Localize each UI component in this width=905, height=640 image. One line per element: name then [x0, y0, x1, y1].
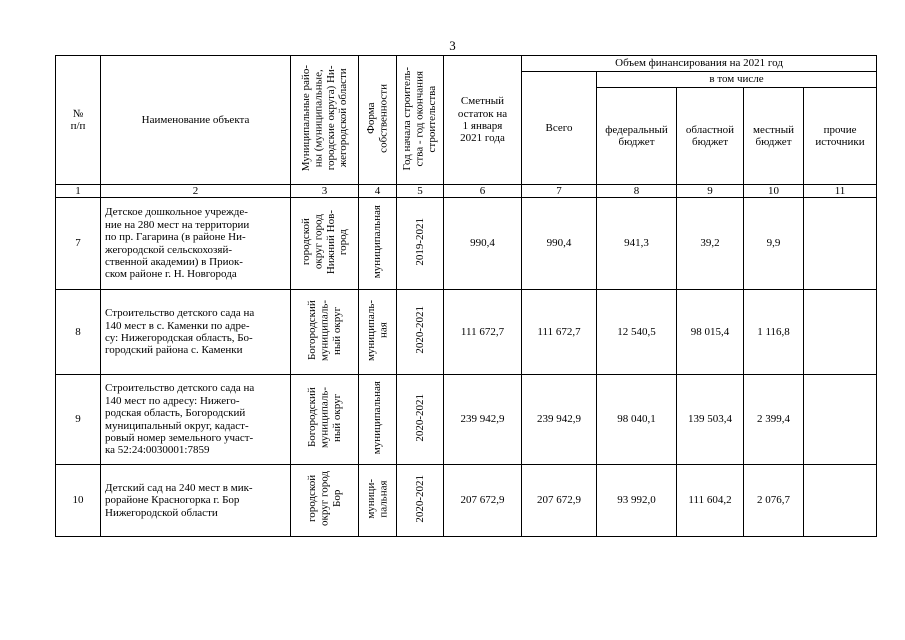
column-number: 2 [101, 185, 291, 198]
regional-cell: 39,2 [677, 198, 744, 290]
years-cell: 2020-2021 [397, 465, 444, 537]
object-name: Строительство детского сада на 140 мест по адресу: Нижего- родская область, Богородский муниципальный округ, кадаст- ровый номер земельного участ- ка 52:24:0030001:7859 [101, 375, 291, 465]
column-number: 11 [804, 185, 877, 198]
header-funding-group: Объем финансирования на 2021 год [522, 56, 877, 72]
row-num: 7 [56, 198, 101, 290]
total-cell: 239 942,9 [522, 375, 597, 465]
header-years: Год начала строитель- ства - год окончания строительства [397, 56, 444, 185]
header-name: Наименование объекта [101, 56, 291, 185]
column-number: 4 [359, 185, 397, 198]
header-ownership: Форма собственности [359, 56, 397, 185]
header-num: № п/п [56, 56, 101, 185]
column-number: 9 [677, 185, 744, 198]
header-regional: областной бюджет [677, 88, 744, 185]
row-num: 10 [56, 465, 101, 537]
other-cell [804, 290, 877, 375]
years-cell: 2020-2021 [397, 375, 444, 465]
funding-table [55, 55, 877, 537]
federal-cell: 98 040,1 [597, 375, 677, 465]
regional-cell: 98 015,4 [677, 290, 744, 375]
total-cell: 207 672,9 [522, 465, 597, 537]
years-cell: 2020-2021 [397, 290, 444, 375]
estimate-cell: 111 672,7 [444, 290, 522, 375]
other-cell [804, 465, 877, 537]
regional-cell: 111 604,2 [677, 465, 744, 537]
federal-cell: 12 540,5 [597, 290, 677, 375]
federal-cell: 941,3 [597, 198, 677, 290]
column-number: 8 [597, 185, 677, 198]
object-name: Детский сад на 240 мест в мик- рорайоне Красногорка г. Бор Нижегородской области [101, 465, 291, 537]
header-other: прочие источники [804, 88, 877, 185]
ownership-cell: муниципальная [359, 375, 397, 465]
column-number: 10 [744, 185, 804, 198]
column-number: 7 [522, 185, 597, 198]
header-federal: федеральный бюджет [597, 88, 677, 185]
local-cell: 9,9 [744, 198, 804, 290]
ownership-cell: муниципальная [359, 198, 397, 290]
object-name: Детское дошкольное учрежде- ние на 280 мест на территории по пр. Гагарина (в районе Ни- жегородской сельскохозяй- ственной академии) в Приок- ском районе г. Н. Новгорода [101, 198, 291, 290]
header-total: Всего [522, 72, 597, 185]
column-number: 1 [56, 185, 101, 198]
column-number-row [56, 185, 877, 198]
municipal-cell: городской округ город Нижний Нов- город [291, 198, 359, 290]
estimate-cell: 239 942,9 [444, 375, 522, 465]
table-row [56, 198, 877, 290]
header-municipal: Муниципальные райо- ны (муниципальные, городские округа) Ни- жегородской области [291, 56, 359, 185]
header-including: в том числе [597, 72, 877, 88]
header-estimate: Сметный остаток на 1 января 2021 года [444, 56, 522, 185]
table-row [56, 375, 877, 465]
estimate-cell: 990,4 [444, 198, 522, 290]
column-number: 5 [397, 185, 444, 198]
municipal-cell: городской округ город Бор [291, 465, 359, 537]
page-number: 3 [449, 38, 456, 53]
municipal-cell: Богородский муниципаль- ный округ [291, 375, 359, 465]
local-cell: 2 399,4 [744, 375, 804, 465]
row-num: 8 [56, 290, 101, 375]
other-cell [804, 375, 877, 465]
years-cell: 2019-2021 [397, 198, 444, 290]
table-row [56, 465, 877, 537]
total-cell: 111 672,7 [522, 290, 597, 375]
table-row [56, 290, 877, 375]
other-cell [804, 198, 877, 290]
federal-cell: 93 992,0 [597, 465, 677, 537]
total-cell: 990,4 [522, 198, 597, 290]
ownership-cell: муници- пальная [359, 465, 397, 537]
object-name: Строительство детского сада на 140 мест в с. Каменки по адре- су: Нижегородская область, Бо- городский района с. Каменки [101, 290, 291, 375]
estimate-cell: 207 672,9 [444, 465, 522, 537]
municipal-cell: Богородский муниципаль- ный округ [291, 290, 359, 375]
column-number: 3 [291, 185, 359, 198]
local-cell: 2 076,7 [744, 465, 804, 537]
local-cell: 1 116,8 [744, 290, 804, 375]
header-local: местный бюджет [744, 88, 804, 185]
column-number: 6 [444, 185, 522, 198]
regional-cell: 139 503,4 [677, 375, 744, 465]
row-num: 9 [56, 375, 101, 465]
ownership-cell: муниципаль- ная [359, 290, 397, 375]
